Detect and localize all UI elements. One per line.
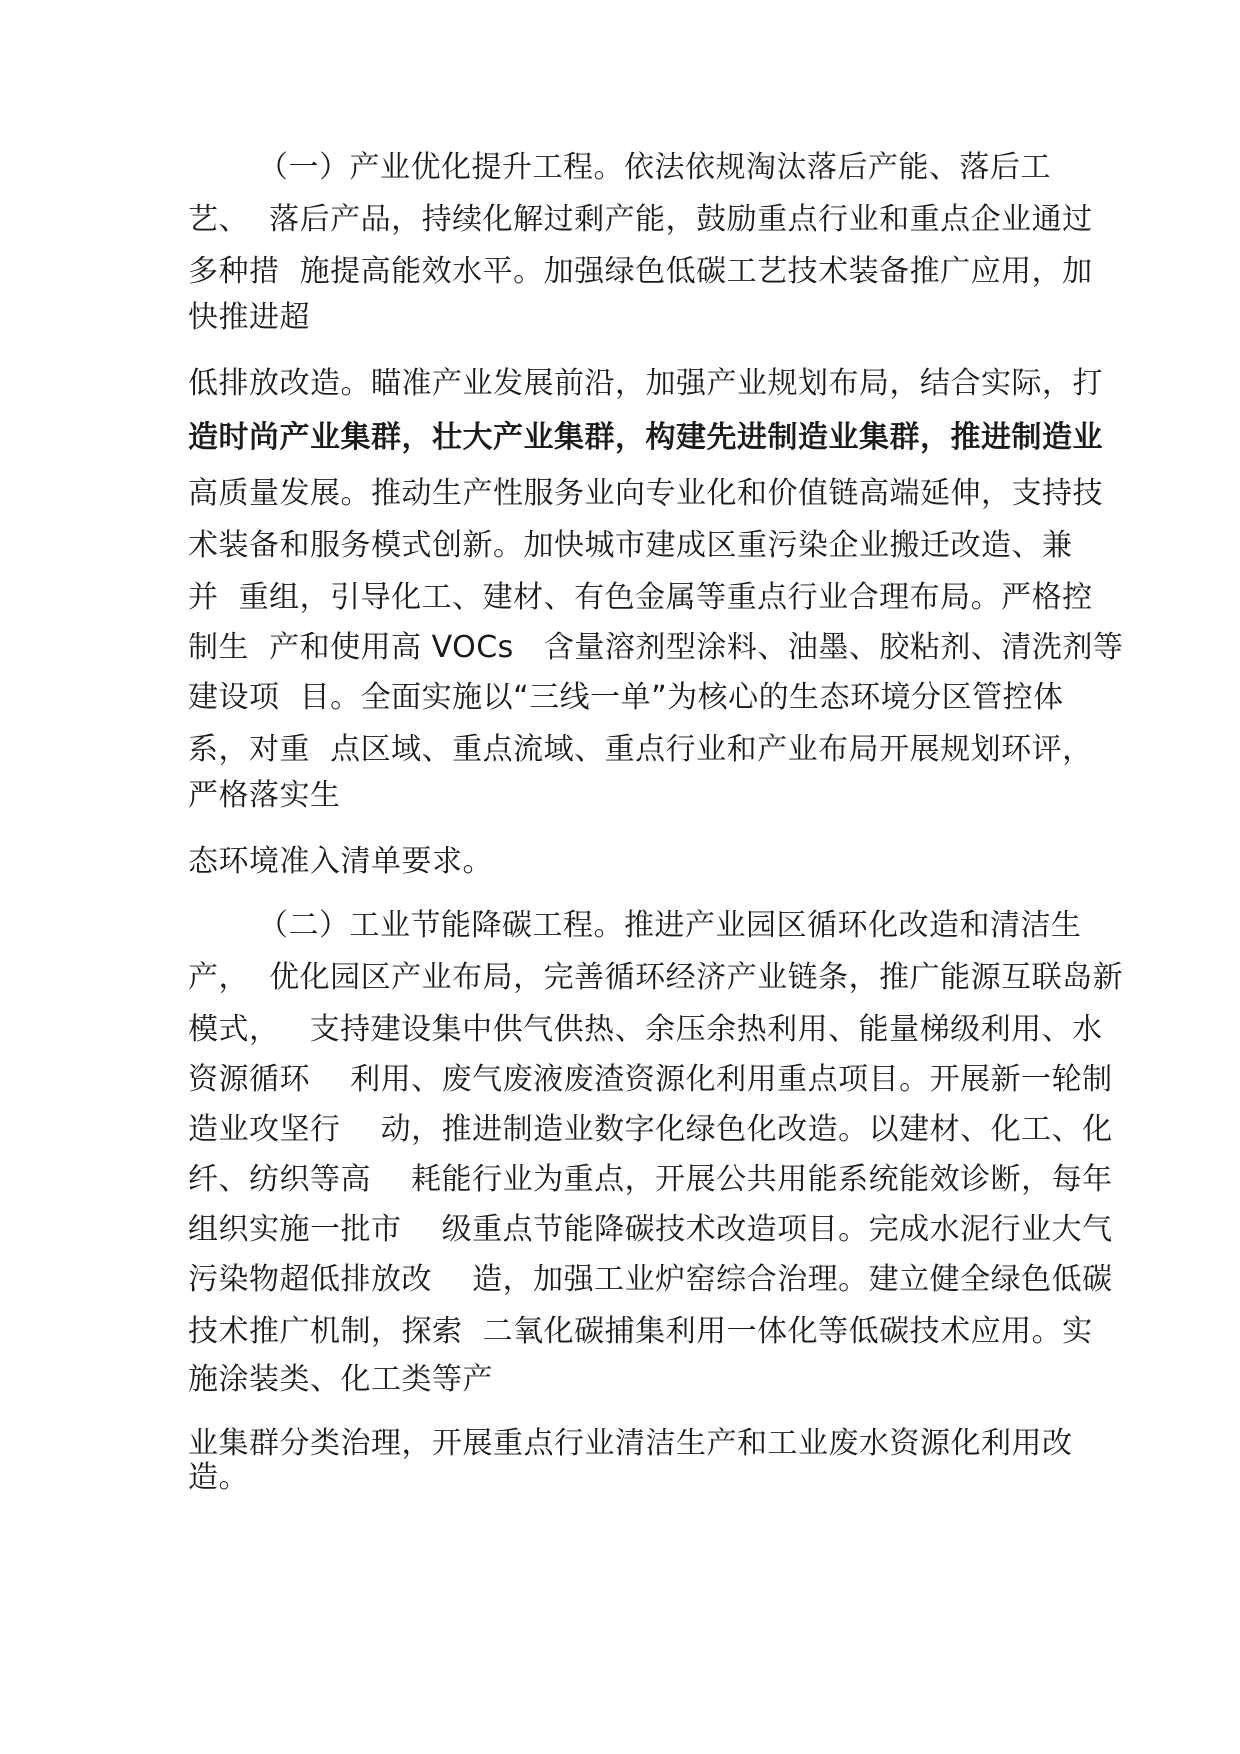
paragraph-2-line-1: （二）工业节能降碳工程。推进产业园区循环化改造和清洁生: [258, 908, 1082, 943]
paragraph-2-line-8: 污染物超低排放改 造，加强工业炉窑综合治理。建立健全绿色低碳: [188, 1262, 1113, 1297]
paragraph-1-line-6: 造时尚产业集群，壮大产业集群，构建先进制造业集群，推进制造业: [188, 420, 1103, 455]
paragraph-2-line-10: 施涂装类、化工类等产: [188, 1362, 493, 1397]
paragraph-1-line-10: 制生 产和使用高 VOCs 含量溶剂型涂料、油墨、胶粘剂、清洗剂等: [188, 630, 1124, 665]
paragraph-2-line-7: 组织实施一批市 级重点节能降碳技术改造项目。完成水泥行业大气: [188, 1212, 1113, 1247]
paragraph-1-line-14: 态环境准入清单要求。: [188, 844, 493, 879]
paragraph-1-line-7: 高质量发展。推动生产性服务业向专业化和价值链高端延伸，支持技: [188, 476, 1103, 511]
paragraph-1-line-8: 术装备和服务模式创新。加快城市建成区重污染企业搬迁改造、兼: [188, 528, 1073, 563]
paragraph-2-line-2: 产， 优化园区产业布局，完善循环经济产业链条，推广能源互联岛新: [188, 960, 1124, 995]
paragraph-2-line-3: 模式， 支持建设集中供气供热、余压余热利用、能量梯级利用、水: [188, 1012, 1103, 1047]
paragraph-2-line-12: 造。: [188, 1460, 249, 1495]
paragraph-1-line-4: 快推进超: [188, 300, 310, 335]
paragraph-1-line-12: 系，对重 点区域、重点流域、重点行业和产业布局开展规划环评，: [188, 732, 1093, 767]
paragraph-2-line-11: 业集群分类治理，开展重点行业清洁生产和工业废水资源化利用改: [188, 1426, 1073, 1461]
paragraph-1-line-3: 多种措 施提高能效水平。加强绿色低碳工艺技术装备推广应用，加: [188, 254, 1093, 289]
paragraph-2-line-9: 技术推广机制，探索 二氧化碳捕集利用一体化等低碳技术应用。实: [188, 1314, 1093, 1349]
paragraph-1-line-5: 低排放改造。瞄准产业发展前沿，加强产业规划布局，结合实际，打: [188, 366, 1103, 401]
paragraph-1-line-11: 建设项 目。全面实施以“三线一单”为核心的生态环境分区管控体: [188, 680, 1064, 715]
paragraph-2-line-6: 纤、纺织等高 耗能行业为重点，开展公共用能系统能效诊断，每年: [188, 1162, 1113, 1197]
paragraph-1-line-9: 并 重组，引导化工、建材、有色金属等重点行业合理布局。严格控: [188, 580, 1093, 615]
paragraph-1-line-2: 艺、 落后产品，持续化解过剩产能，鼓励重点行业和重点企业通过: [188, 202, 1093, 237]
paragraph-2-line-5: 造业攻坚行 动，推进制造业数字化绿色化改造。以建材、化工、化: [188, 1112, 1113, 1147]
paragraph-1-line-13: 严格落实生: [188, 778, 341, 813]
paragraph-2-line-4: 资源循环 利用、废气废液废渣资源化利用重点项目。开展新一轮制: [188, 1062, 1113, 1097]
paragraph-1-line-1: （一）产业优化提升工程。依法依规淘汰落后产能、落后工: [258, 150, 1051, 185]
